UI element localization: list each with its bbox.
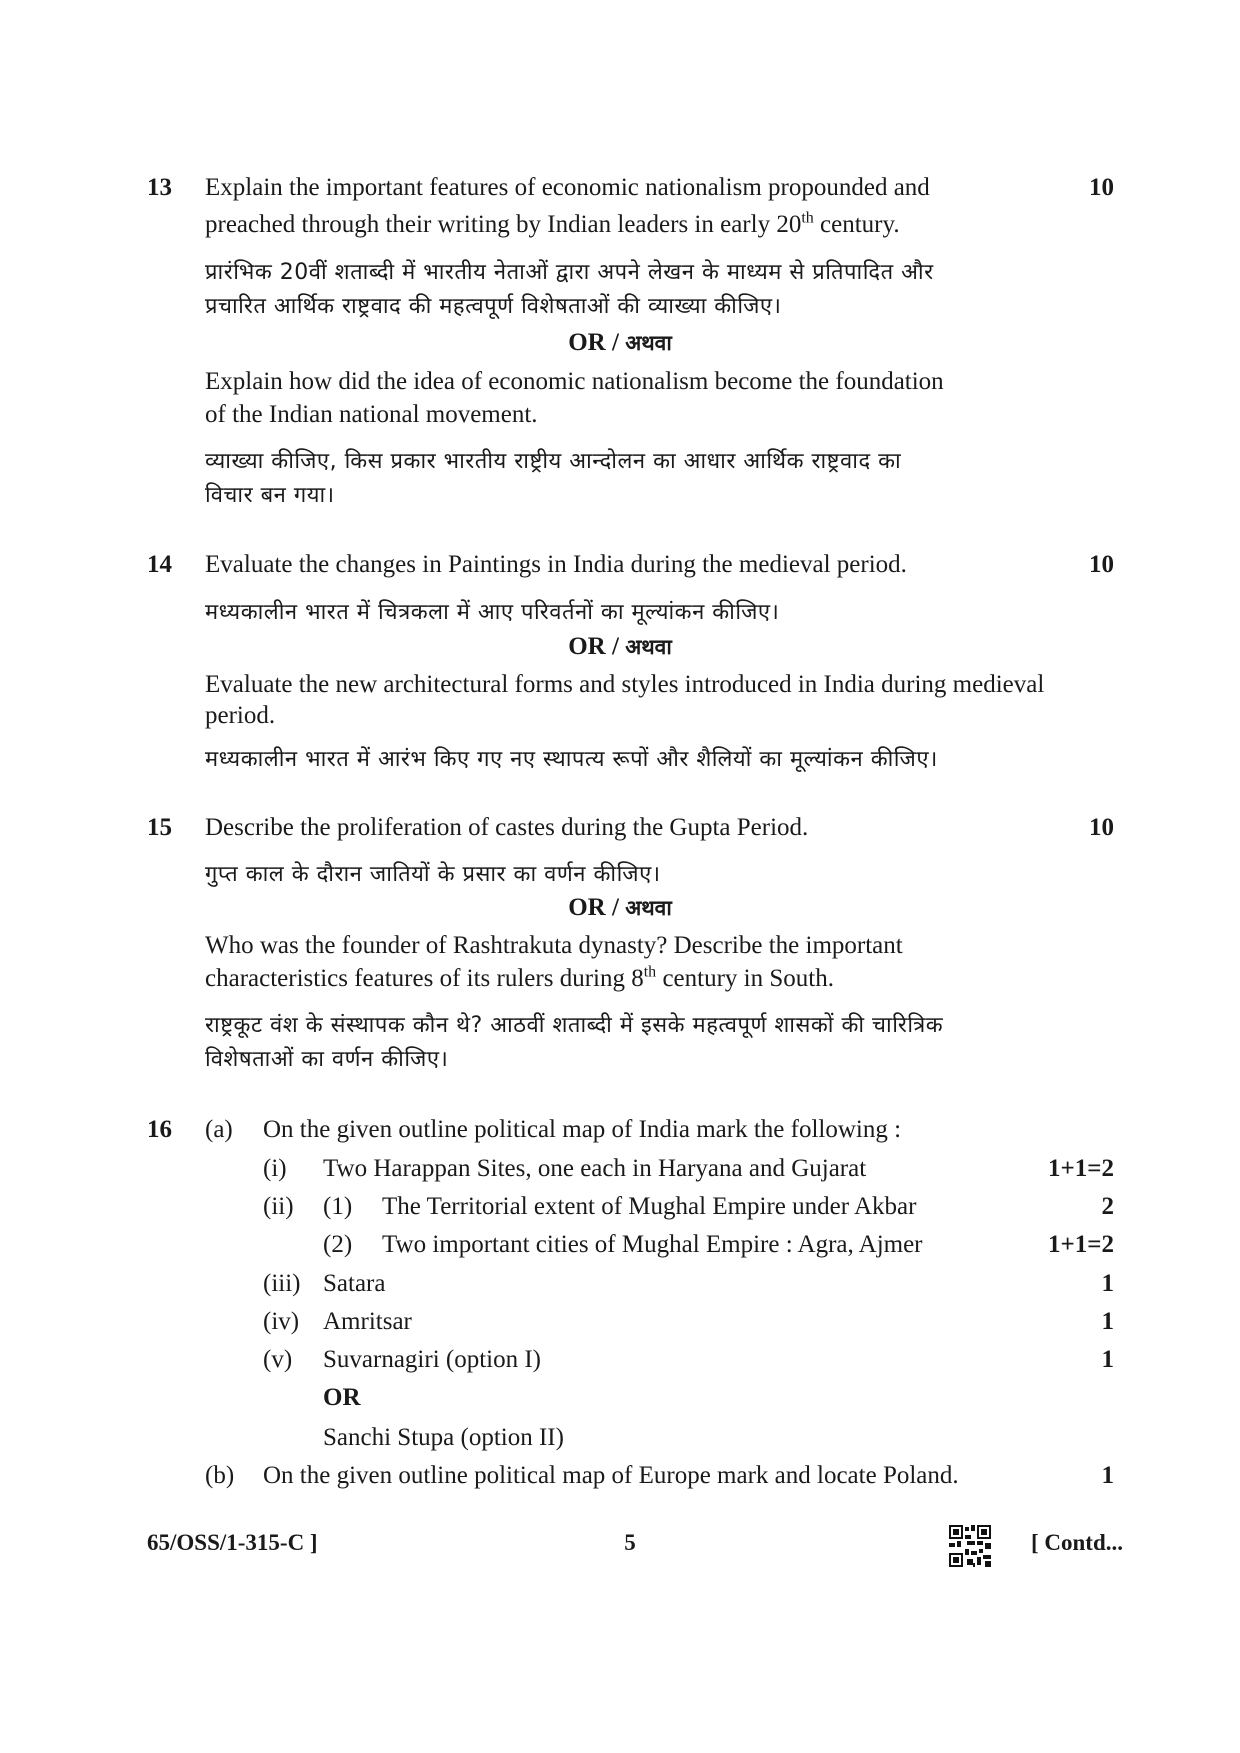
- item-ii-2-sub: (2): [323, 1231, 353, 1258]
- question-15-alt-en-line2: characteristics features of its rulers during 8th century in South.: [205, 963, 834, 992]
- question-16a-label: (a): [205, 1116, 233, 1143]
- item-ii-1-sub: (1): [323, 1193, 353, 1220]
- question-15-alt-hi-line2: विशेषताओं का वर्णन कीजिए।: [205, 1047, 449, 1072]
- question-14-alt-hi-line1: मध्यकालीन भारत में आरंभ किए गए नए स्थापत्य रूपों और शैलियों का मूल्यांकन कीजिए।: [205, 747, 938, 772]
- item-v-label: (v): [263, 1346, 293, 1373]
- question-13-hi-line1: प्रारंभिक 20वीं शताब्दी में भारतीय नेताओं द्वारा अपने लेखन के माध्यम से प्रतिपादित और: [205, 260, 934, 285]
- item-ii-2-text: Two important cities of Mughal Empire : Agra, Ajmer: [382, 1231, 923, 1258]
- footer-paper-code: 65/OSS/1-315-C ]: [147, 1530, 318, 1555]
- question-13-marks: 10: [1089, 174, 1114, 201]
- question-15-alt-en-line1: Who was the founder of Rashtrakuta dynasty? Describe the important: [205, 932, 903, 959]
- question-15-en-line1: Describe the proliferation of castes during the Gupta Period.: [205, 814, 809, 841]
- item-v-text: Suvarnagiri (option I): [323, 1346, 542, 1373]
- item-iv-marks: 1: [1101, 1308, 1114, 1335]
- item-ii-label: (ii): [263, 1193, 294, 1220]
- item-v-alt-text: Sanchi Stupa (option II): [323, 1424, 564, 1451]
- question-14-marks: 10: [1089, 551, 1114, 578]
- question-15-number: 15: [147, 814, 172, 841]
- qr-code-icon: [949, 1525, 991, 1567]
- question-14-en-line1: Evaluate the changes in Paintings in India during the medieval period.: [205, 551, 907, 578]
- question-13-alt-en-line2: of the Indian national movement.: [205, 401, 538, 428]
- question-14-alt-en-line1: Evaluate the new architectural forms and styles introduced in India during medieval: [205, 671, 1045, 698]
- question-14-hi-line1: मध्यकालीन भारत में चित्रकला में आए परिवर्तनों का मूल्यांकन कीजिए।: [205, 600, 780, 625]
- question-15-marks: 10: [1089, 814, 1114, 841]
- item-iv-label: (iv): [263, 1308, 300, 1335]
- question-13-alt-hi-line2: विचार बन गया।: [205, 483, 335, 508]
- question-14-or-separator: OR / अथवा: [568, 633, 672, 660]
- item-v-marks: 1: [1101, 1346, 1114, 1373]
- item-iv-text: Amritsar: [323, 1308, 412, 1335]
- item-i-marks: 1+1=2: [1048, 1155, 1114, 1182]
- question-14-number: 14: [147, 551, 172, 578]
- question-13-alt-hi-line1: व्याख्या कीजिए, किस प्रकार भारतीय राष्ट्रीय आन्दोलन का आधार आर्थिक राष्ट्रवाद का: [205, 449, 902, 474]
- item-ii-2-marks: 1+1=2: [1048, 1231, 1114, 1258]
- item-i-text: Two Harappan Sites, one each in Haryana and Gujarat: [323, 1155, 867, 1182]
- item-i-label: (i): [263, 1155, 287, 1182]
- item-iii-label: (iii): [263, 1270, 301, 1297]
- question-13-or-separator: OR / अथवा: [568, 329, 672, 356]
- question-16b-marks: 1: [1101, 1462, 1114, 1489]
- question-15-alt-hi-line1: राष्ट्रकूट वंश के संस्थापक कौन थे? आठवीं शताब्दी में इसके महत्वपूर्ण शासकों की चारित्रिक: [205, 1013, 944, 1038]
- item-iii-marks: 1: [1101, 1270, 1114, 1297]
- footer-contd: [ Contd...: [1030, 1530, 1123, 1555]
- question-15-hi-line1: गुप्त काल के दौरान जातियों के प्रसार का वर्णन कीजिए।: [205, 862, 661, 887]
- question-15-or-separator: OR / अथवा: [568, 894, 672, 921]
- question-16b-label: (b): [205, 1462, 235, 1489]
- question-14-alt-en-line2: period.: [205, 702, 276, 729]
- question-13-en-line1: Explain the important features of economic nationalism propounded and: [205, 174, 930, 201]
- question-16-number: 16: [147, 1116, 172, 1143]
- question-13-alt-en-line1: Explain how did the idea of economic nationalism become the foundation: [205, 368, 944, 395]
- footer-page-number: 5: [624, 1530, 636, 1555]
- question-13-number: 13: [147, 174, 172, 201]
- item-ii-1-text: The Territorial extent of Mughal Empire under Akbar: [382, 1193, 917, 1220]
- item-iii-text: Satara: [323, 1270, 386, 1297]
- question-13-hi-line2: प्रचारित आर्थिक राष्ट्रवाद की महत्वपूर्ण विशेषताओं की व्याख्या कीजिए।: [205, 294, 782, 319]
- question-16b-text: On the given outline political map of Europe mark and locate Poland.: [263, 1462, 959, 1489]
- question-16a-text: On the given outline political map of India mark the following :: [263, 1116, 902, 1143]
- question-13-en-line2: preached through their writing by Indian leaders in early 20th century.: [205, 209, 900, 238]
- item-v-or: OR: [323, 1384, 361, 1411]
- item-ii-1-marks: 2: [1101, 1193, 1114, 1220]
